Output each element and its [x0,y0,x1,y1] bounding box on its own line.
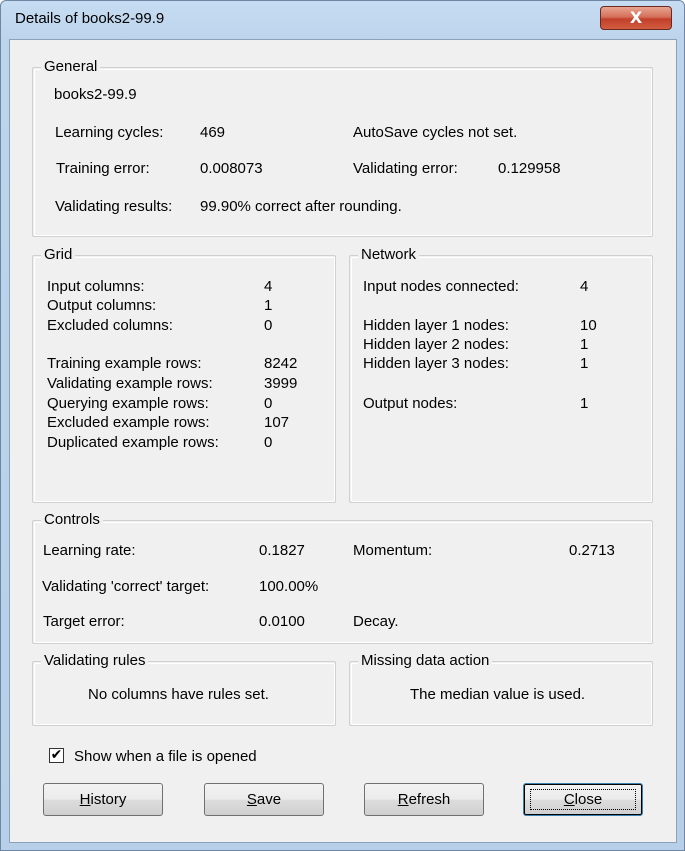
refresh-label: efresh [408,791,451,808]
refresh-mnemonic: R [397,791,409,808]
network-label: Hidden layer 3 nodes: [363,355,509,372]
save-mnemonic: S [246,791,257,808]
validating-target-value: 100.00% [259,578,319,595]
validating-rules-text: No columns have rules set. [88,686,269,703]
grid-label: Duplicated example rows: [47,434,219,451]
network-label: Hidden layer 1 nodes: [363,317,509,334]
network-value: 10 [580,317,597,334]
learning-rate-value: 0.1827 [259,542,305,559]
grid-legend: Grid [41,246,75,264]
grid-label: Output columns: [47,297,157,314]
network-value: 1 [580,336,589,353]
grid-value: 4 [264,278,273,295]
close-window-button[interactable] [600,6,672,30]
network-label: Input nodes connected: [363,278,519,295]
save-label: ave [256,791,282,808]
grid-label: Input columns: [47,278,145,295]
momentum-label: Momentum: [353,542,433,559]
focus-rectangle [530,789,636,810]
validating-rules-legend: Validating rules [41,652,148,670]
checkmark-icon: ✔ [50,747,63,763]
close-icon: X [629,8,643,27]
grid-label: Validating example rows: [47,375,213,392]
training-error-value: 0.008073 [200,160,263,177]
target-error-label: Target error: [43,613,125,630]
validating-target-label: Validating 'correct' target: [42,578,210,595]
grid-value: 3999 [264,375,298,392]
close-label: lose [574,791,603,808]
grid-value: 0 [264,395,273,412]
show-when-opened-label[interactable]: Show when a file is opened [74,748,257,765]
decay-label: Decay. [353,613,399,630]
grid-label: Excluded columns: [47,317,173,334]
network-label: Output nodes: [363,395,458,412]
validating-results-label: Validating results: [55,198,173,215]
validating-error-label: Validating error: [353,160,458,177]
close-mnemonic: C [563,791,575,808]
grid-label: Training example rows: [47,355,202,372]
grid-value: 8242 [264,355,298,372]
close-button[interactable] [523,783,643,816]
window-title: Details of books2-99.9 [15,10,165,27]
learning-cycles-value: 469 [200,124,226,141]
network-value: 1 [580,355,589,372]
network-value: 4 [580,278,589,295]
show-when-opened-checkbox[interactable] [49,748,64,763]
learning-rate-label: Learning rate: [43,542,136,559]
learning-cycles-label: Learning cycles: [55,124,164,141]
grid-label: Querying example rows: [47,395,209,412]
network-value: 1 [580,395,589,412]
missing-data-legend: Missing data action [358,652,492,670]
training-error-label: Training error: [56,160,150,177]
history-mnemonic: H [79,791,91,808]
grid-value: 0 [264,317,273,334]
grid-value: 0 [264,434,273,451]
validating-error-value: 0.129958 [498,160,561,177]
save-button[interactable] [204,783,324,816]
network-name: books2-99.9 [54,86,137,103]
autosave-status: AutoSave cycles not set. [353,124,518,141]
grid-label: Excluded example rows: [47,414,210,431]
history-label: istory [90,791,127,808]
grid-value: 107 [264,414,290,431]
network-label: Hidden layer 2 nodes: [363,336,509,353]
validating-results-value: 99.90% correct after rounding. [200,198,402,215]
controls-legend: Controls [41,511,103,529]
missing-data-text: The median value is used. [410,686,586,703]
network-legend: Network [358,246,419,264]
history-button[interactable] [43,783,163,816]
target-error-value: 0.0100 [259,613,305,630]
grid-value: 1 [264,297,273,314]
refresh-button[interactable] [364,783,484,816]
general-legend: General [41,58,100,76]
momentum-value: 0.2713 [569,542,615,559]
